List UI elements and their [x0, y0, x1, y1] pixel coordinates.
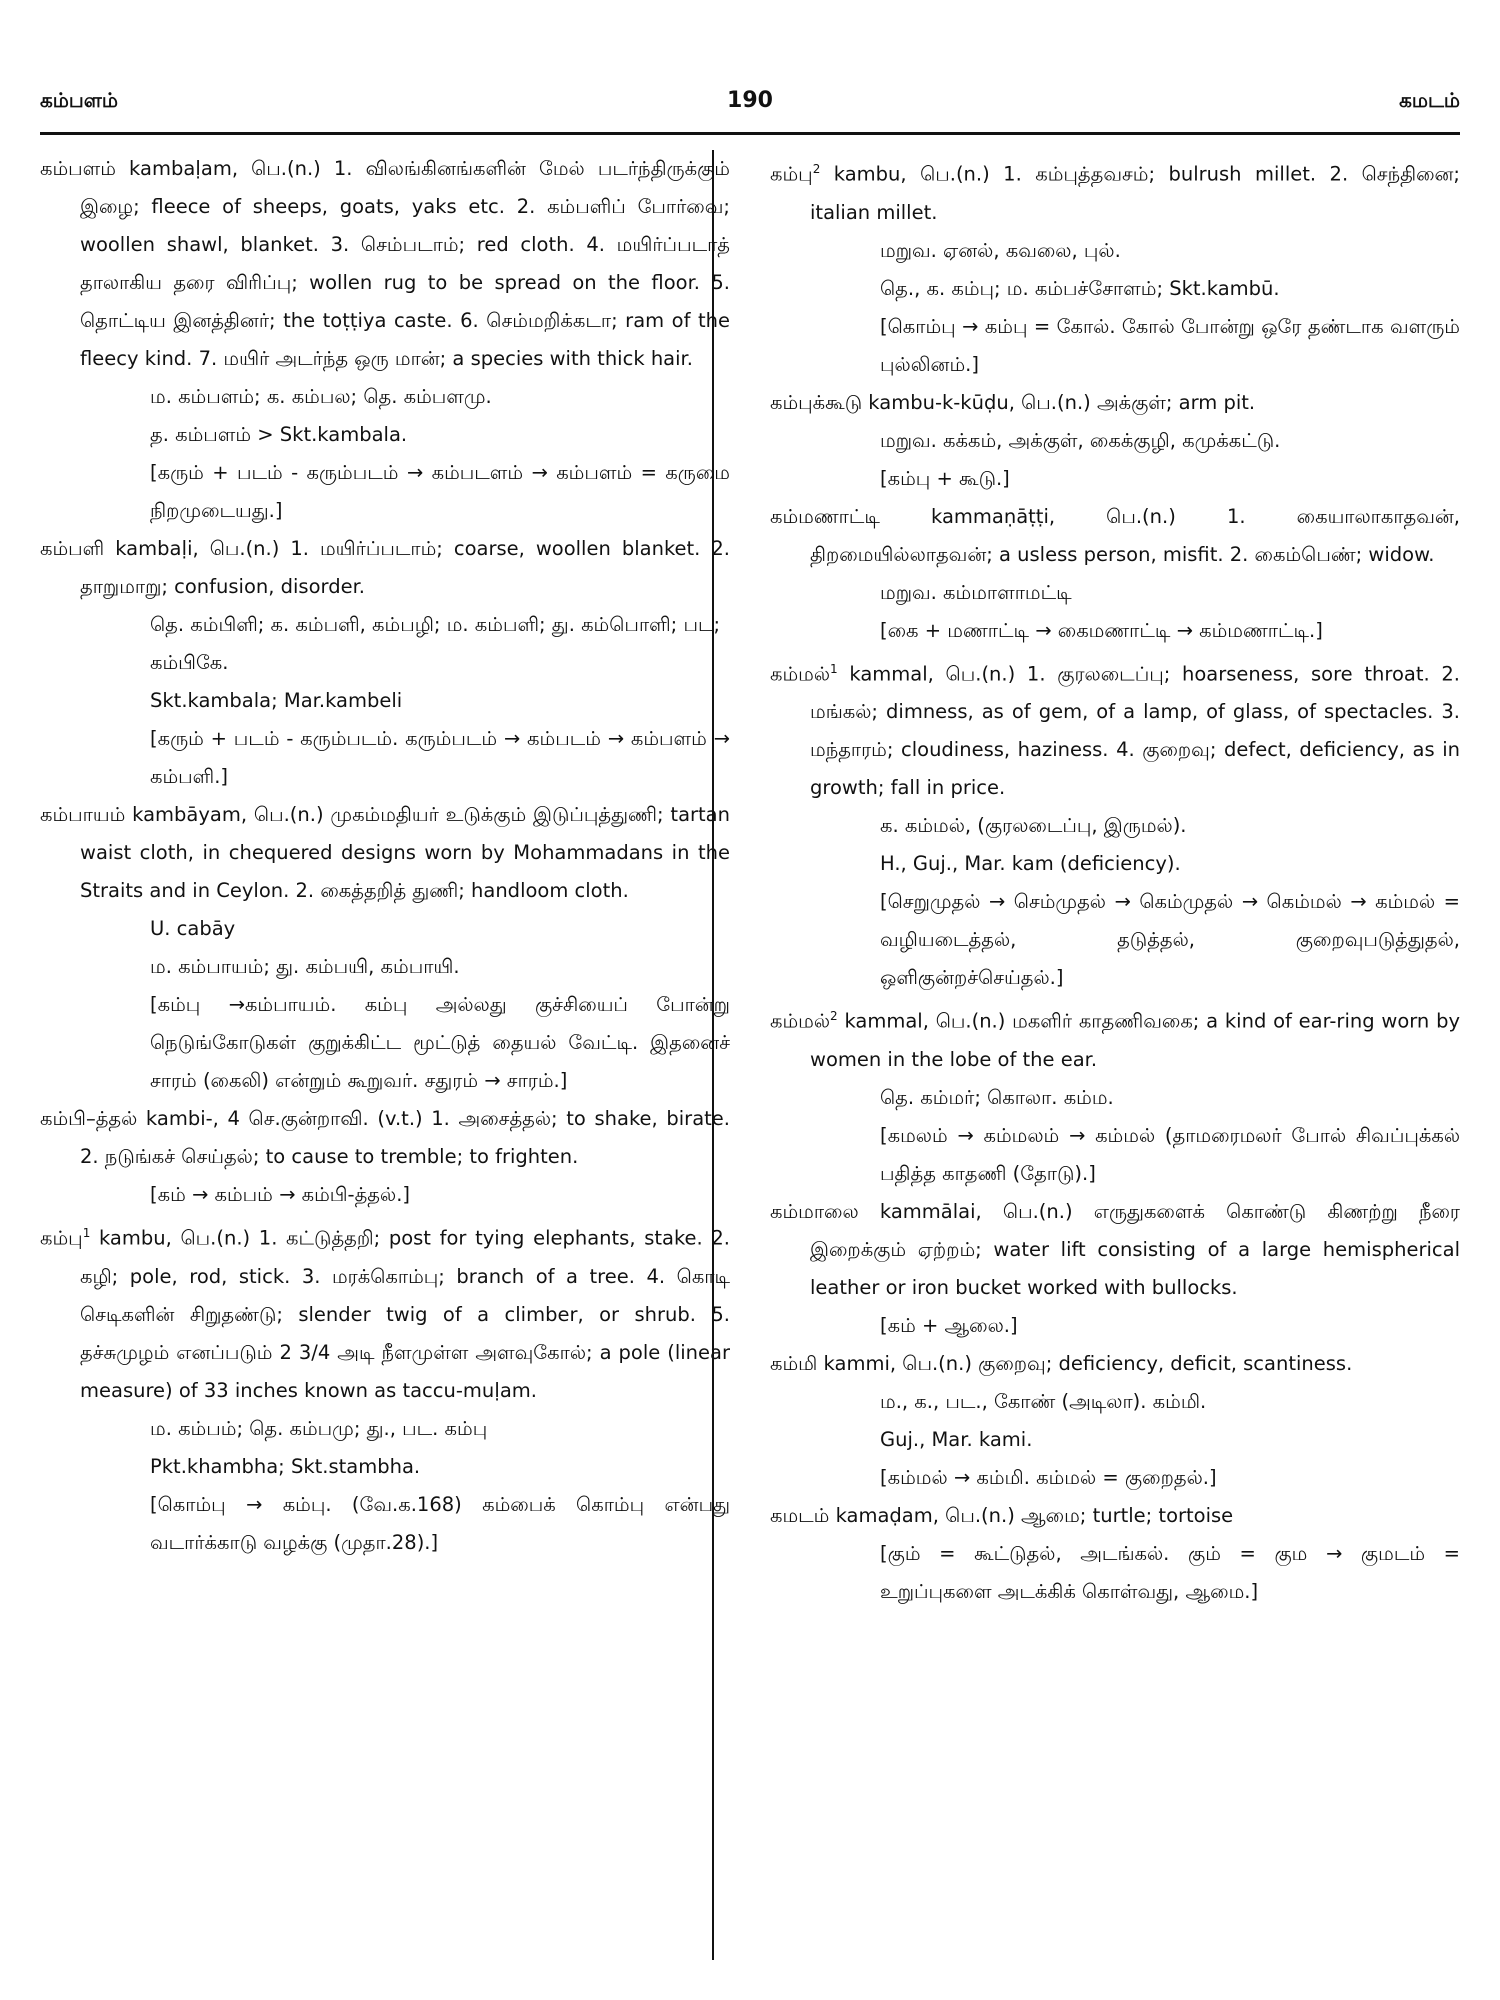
headword: கம்பு [770, 162, 813, 186]
definition: kambu, பெ.(n.) 1. கம்புத்தவசம்; bulrush millet. 2. செந்தினை; italian millet. [810, 162, 1460, 224]
entry-kammalai: கம்மாலை kammālai, பெ.(n.) எருதுகளைக் கொண்டு கிணற்று நீரை இறைக்கும் ஏற்றம்; water lift consisting of a large hemispherical leather or iron bucket worked with bullocks. [770, 1199, 1460, 1299]
entry-kambittal: கம்பி–த்தல் kambi-, 4 செ.குன்றாவி. (v.t.) 1. அசைத்தல்; to shake, birate. 2. நடுங்கச் செய்தல்; to cause to tremble; to frighten. [40, 1107, 730, 1168]
entry-kambu-1 [40, 1214, 730, 1410]
entry-kambukkudu: கம்புக்கூடு kambu-k-kūḍu, பெ.(n.) அக்குள்; arm pit. [770, 390, 1256, 414]
cognates: Pkt.khambha; Skt.stambha. [150, 1454, 421, 1478]
etymology: [கொம்பு → கம்பு. (வே.க.168) கம்பைக் கொம்பு என்பது வடார்க்காடு வழக்கு (முதா.28).] [150, 1492, 730, 1554]
etymology: [கம்மல் → கம்மி. கம்மல் = குறைதல்.] [880, 1465, 1217, 1489]
dictionary-body [40, 150, 1460, 1960]
synonyms: மறுவ. ஏனல், கவலை, புல். [880, 238, 1121, 262]
cognates: த. கம்பளம் > Skt.kambala. [150, 423, 408, 446]
cognates: க. கம்மல், (குரலடைப்பு, இருமல்). [880, 814, 1187, 837]
right-column [770, 150, 1460, 1960]
page-header [40, 88, 1460, 122]
headword: கம்பு [40, 1226, 83, 1250]
etymology: [கம் + ஆலை.] [880, 1313, 1018, 1337]
entry-kammal-2 [770, 997, 1460, 1079]
entry-kambali: கம்பளி kambaḷi, பெ.(n.) 1. மயிர்ப்படாம்; coarse, woollen blanket. 2. தாறுமாறு; confusion, disorder. [40, 537, 730, 598]
etymology: [கும் = கூட்டுதல், அடங்கல். கும் = கும → குமடம் = உறுப்புகளை அடக்கிக் கொள்வது, ஆமை.] [880, 1541, 1460, 1603]
definition: kambu, பெ.(n.) 1. கட்டுத்தறி; post for tying elephants, stake. 2. கழி; pole, rod, stick. 3. மரக்கொம்பு; branch of a tree. 4. கொடி செடிகளின் சிறுதண்டு; slender twig of a climber, or shrub. 5. தச்சுமுழம் எனப்படும் 2 3/4 அடி நீளமுள்ள அளவுகோல்; a pole (linear measure) of 33 inches known as taccu-muḷam. [80, 1226, 730, 1402]
entry-kambayam: கம்பாயம் kambāyam, பெ.(n.) முகம்மதியர் உடுக்கும் இடுப்புத்துணி; tartan waist cloth, in chequered designs worn by Mohammadans in the Straits and in Ceylon. 2. கைத்தறித் துணி; handloom cloth. [40, 803, 730, 902]
etymology: [கொம்பு → கம்பு = கோல். கோல் போன்று ஒரே தண்டாக வளரும் புல்லினம்.] [880, 314, 1460, 376]
cognates: ம. கம்பம்; தெ. கம்பமு; து., பட. கம்பு [150, 1416, 488, 1440]
cognates: ம. கம்பளம்; க. கம்பல; தெ. கம்பளமு. [150, 385, 492, 408]
entry-kambalam: கம்பளம் kambaḷam, பெ.(n.) 1. விலங்கினங்களின் மேல் படர்ந்திருக்கும் இழை; fleece of sheeps, goats, yaks etc. 2. கம்பளிப் போர்வை; woollen shawl, blanket. 3. செம்படாம்; red cloth. 4. மயிர்ப்படாத் தாலாகிய தரை விரிப்பு; wollen rug to be spread on the floor. 5. தொட்டிய இனத்தினர்; the toṭṭiya caste. 6. செம்மறிக்கடா; ram of the fleecy kind. 7. மயிர் அடர்ந்த ஒரு மான்; a species with thick hair. [40, 157, 730, 370]
headword: கம்மல் [770, 662, 831, 685]
entry-kamadam: கமடம் kamaḍam, பெ.(n.) ஆமை; turtle; tortoise [770, 1503, 1234, 1527]
header-rule [40, 132, 1460, 135]
etymology: [கரும் + படம் - கரும்படம். கரும்படம் → கம்படம் → கம்பளம் → கம்பளி.] [150, 727, 730, 788]
entry-kammal-1 [770, 650, 1460, 808]
entry-kammi: கம்மி kammi, பெ.(n.) குறைவு; deficiency, deficit, scantiness. [770, 1351, 1353, 1375]
headword: கம்மல் [770, 1009, 831, 1033]
synonyms: மறுவ. கம்மாளாமட்டி [880, 580, 1072, 604]
cognates: தெ. கம்மர்; கொலா. கம்ம. [880, 1085, 1114, 1109]
page-number: 190 [727, 88, 773, 113]
definition: kammal, பெ.(n.) மகளிர் காதணிவகை; a kind of ear-ring worn by women in the lobe of the ear. [810, 1009, 1460, 1071]
running-head-left: கம்பளம் [40, 88, 118, 112]
cognates: ம. கம்பாயம்; து. கம்பயி, கம்பாயி. [150, 955, 460, 978]
homonym-number: 1 [82, 1226, 91, 1240]
etymology: [கரும் + படம் - கரும்படம் → கம்படளம் → கம்பளம் = கருமை நிறமுடையது.] [150, 461, 730, 522]
cognates: தெ. கம்பிளி; க. கம்பளி, கம்பழி; ம. கம்பளி; து. கம்பொளி; பட; கம்பிகே. [150, 613, 721, 674]
homonym-number: 2 [830, 1009, 838, 1023]
definition: kammal, பெ.(n.) 1. குரலடைப்பு; hoarseness, sore throat. 2. மங்கல்; dimness, as of gem, of a lamp, of glass, of spectacles. 3. மந்தாரம்; cloudiness, haziness. 4. குறைவு; defect, deficiency, as in growth; fall in price. [810, 662, 1460, 799]
cognates: ம., க., பட., கோண் (அடிலா). கம்மி. [880, 1389, 1207, 1413]
synonyms: மறுவ. கக்கம், அக்குள், கைக்குழி, கமுக்கட்டு. [880, 428, 1281, 452]
etymology: [செறுமுதல் → செம்முதல் → கெம்முதல் → கெம்மல் → கம்மல் = வழியடைத்தல், தடுத்தல், குறைவுபடுத்துதல், ஒளிகுன்றச்செய்தல்.] [880, 890, 1460, 989]
entry-kambu-2 [770, 150, 1460, 232]
entry-kammanatti: கம்மணாட்டி kammaṇāṭṭi, பெ.(n.) 1. கையாலாகாதவன், திறமையில்லாதவன்; a usless person, misfit. 2. கைம்பெண்; widow. [770, 504, 1460, 566]
cognates: Guj., Mar. kami. [880, 1427, 1033, 1451]
homonym-number: 1 [830, 661, 838, 676]
homonym-number: 2 [812, 162, 821, 176]
cognates: Skt.kambala; Mar.kambeli [150, 689, 403, 712]
etymology: [கம்பு + கூடு.] [880, 466, 1010, 490]
etymology: [கம்பு →கம்பாயம். கம்பு அல்லது குச்சியைப் போன்று நெடுங்கோடுகள் குறுக்கிட்ட மூட்டுத் தையல் வேட்டி. இதனைச் சாரம் (கைலி) என்றும் கூறுவர். சதுரம் → சாரம்.] [150, 993, 730, 1092]
cognates: U. cabāy [150, 917, 236, 940]
cognates: H., Guj., Mar. kam (deficiency). [880, 852, 1181, 875]
etymology: [கமலம் → கம்மலம் → கம்மல் (தாமரைமலர் போல் சிவப்புக்கல் பதித்த காதணி (தோடு).] [880, 1123, 1460, 1185]
etymology: [கம் → கம்பம் → கம்பி-த்தல்.] [150, 1183, 410, 1206]
running-head-right: கமடம் [1399, 88, 1460, 112]
cognates: தெ., க. கம்பு; ம. கம்பச்சோளம்; Skt.kambū. [880, 276, 1280, 300]
etymology: [கை + மணாட்டி → கைமணாட்டி → கம்மணாட்டி.] [880, 618, 1323, 642]
left-column [40, 150, 730, 1960]
